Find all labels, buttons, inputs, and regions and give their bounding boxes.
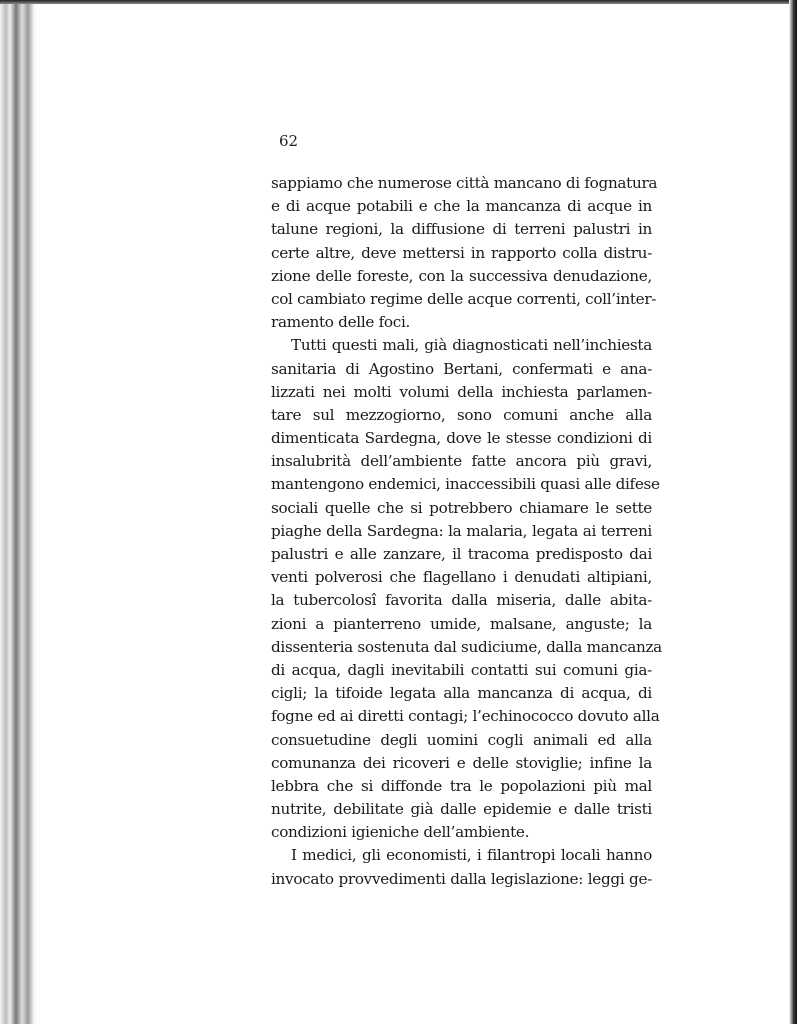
text-line: invocato provvedimenti dalla legislazione: leggi ge- (271, 869, 652, 888)
text-line: tare sul mezzogiorno, sono comuni anche alla (271, 405, 652, 424)
text-line: I medici, gli economisti, i filantropi locali hanno (291, 846, 652, 865)
text-line: insalubrità dell’ambiente fatte ancora più gravi, (271, 452, 652, 471)
page-number: 62 (279, 132, 299, 150)
text-line: la tubercolosî favorita dalla miseria, dalle abita- (271, 591, 652, 610)
text-line: nutrite, debilitate già dalle epidemie e dalle tristi (271, 800, 652, 819)
text-line: sappiamo che numerose città mancano di fognatura (271, 174, 658, 192)
text-line: piaghe della Sardegna: la malaria, legata ai terreni (271, 521, 652, 540)
text-line: cigli; la tifoide legata alla mancanza di acqua, di (271, 684, 652, 703)
text-line: condizioni igieniche dell’ambiente. (271, 823, 530, 842)
text-line: consuetudine degli uomini cogli animali ed alla (271, 730, 652, 749)
text-line: zione delle foreste, con la successiva denudazione, (271, 266, 652, 285)
text-line: lebbra che si diffonde tra le popolazioni più mal (271, 776, 652, 795)
text-line: talune regioni, la diffusione di terreni palustri in (271, 220, 652, 239)
text-line: ramento delle foci. (271, 313, 411, 332)
text-line: certe altre, deve mettersi in rapporto colla distru- (271, 243, 652, 262)
text-line: lizzati nei molti volumi della inchiesta parlamen- (271, 382, 652, 401)
text-line: sociali quelle che si potrebbero chiamare le sette (271, 498, 652, 517)
text-line: Tutti questi mali, già diagnosticati nell’inchiesta (291, 336, 652, 355)
text-line: palustri e alle zanzare, il tracoma predisposto dai (271, 545, 652, 563)
scan-top-edge (0, 0, 797, 4)
text-line: comunanza dei ricoveri e delle stoviglie; infine la (271, 753, 652, 772)
text-line: dissenteria sostenuta dal sudiciume, dalla mancanza (271, 637, 662, 656)
text-line: e di acque potabili e che la mancanza di acque in (271, 197, 652, 216)
text-line: col cambiato regime delle acque correnti, coll’inter- (271, 289, 657, 308)
text-line: di acqua, dagli inevitabili contatti sui comuni gia- (271, 660, 652, 679)
scan-right-edge (789, 0, 797, 1024)
book-binding-edge (0, 0, 38, 1024)
body-text (271, 172, 662, 891)
text-line: zioni a pianterreno umide, malsane, anguste; la (271, 614, 652, 633)
text-line: fogne ed ai diretti contagi; l’echinococco dovuto alla (271, 707, 660, 726)
text-line: venti polverosi che flagellano i denudati altipiani, (271, 568, 652, 587)
text-line: sanitaria di Agostino Bertani, confermati e ana- (271, 359, 652, 378)
text-line: dimenticata Sardegna, dove le stesse condizioni di (271, 429, 652, 448)
text-line: mantengono endemici, inaccessibili quasi alle difese (271, 475, 660, 494)
